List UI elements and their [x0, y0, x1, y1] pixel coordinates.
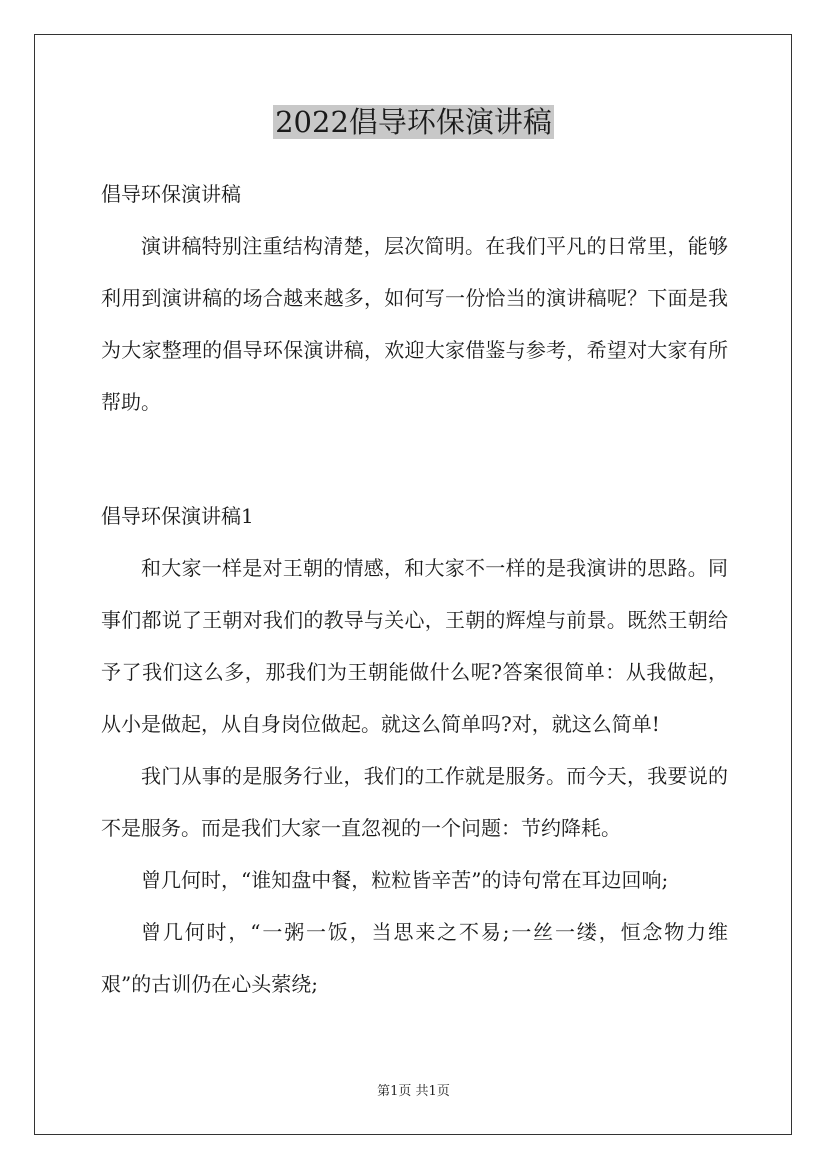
section-heading-intro: 倡导环保演讲稿 [101, 182, 241, 206]
intro-paragraph: 演讲稿特别注重结构清楚，层次简明。在我们平凡的日常里，能够利用到演讲稿的场合越来越多，如何写一份恰当的演讲稿呢？下面是我为大家整理的倡导环保演讲稿，欢迎大家借鉴与参考，希望对大家有所帮助。 [101, 234, 728, 414]
speech-paragraph-2: 我门从事的是服务行业，我们的工作就是服务。而今天，我要说的不是服务。而是我们大家一直忽视的一个问题：节约降耗。 [101, 764, 728, 840]
document-title-text: 2022倡导环保演讲稿 [275, 105, 552, 139]
speech-paragraph-3: 曾几何时，“谁知盘中餐，粒粒皆辛苦”的诗句常在耳边回响; [141, 868, 669, 892]
speech-paragraph-1: 和大家一样是对王朝的情感，和大家不一样的是我演讲的思路。同事们都说了王朝对我们的教导与关心，王朝的辉煌与前景。既然王朝给予了我们这么多，那我们为王朝能做什么呢?答案很简单：从我做起，从小是做起，从自身岗位做起。就这么简单吗?对，就这么简单! [101, 556, 728, 736]
page-footer: 第1页 共1页 [377, 1084, 450, 1099]
section-heading-speech-1: 倡导环保演讲稿1 [101, 504, 254, 528]
speech-paragraph-4: 曾几何时，“一粥一饭，当思来之不易;一丝一缕，恒念物力维艰”的古训仍在心头萦绕; [101, 920, 728, 996]
document-title [0, 104, 827, 140]
